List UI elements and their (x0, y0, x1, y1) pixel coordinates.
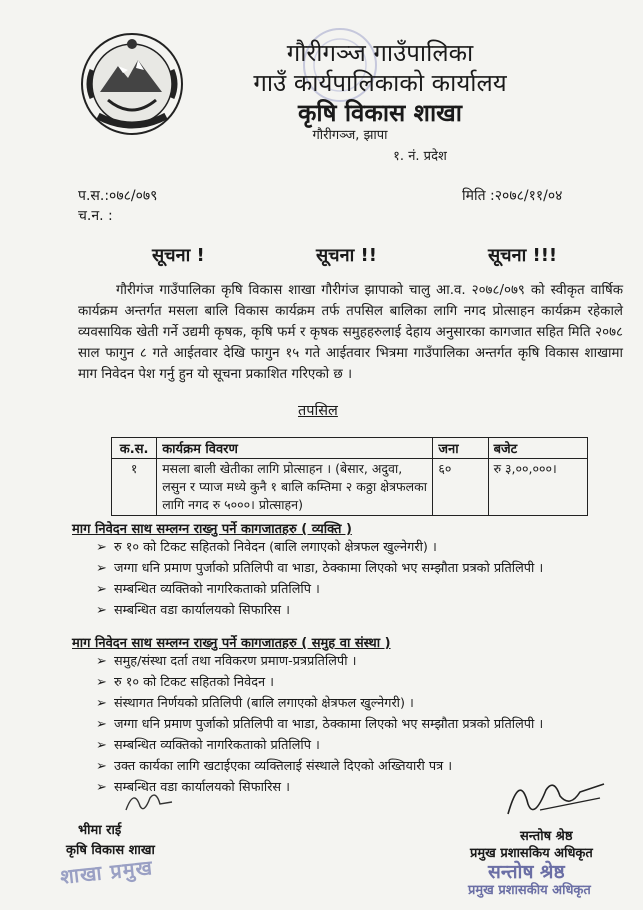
col-header-sn: क.स. (112, 438, 157, 459)
arrow-bullet-icon: ➢ (96, 696, 107, 711)
cell-budget: रु ३,००,०००। (488, 459, 587, 516)
dispatch-number: च.न. : (78, 208, 113, 224)
table-header-row (112, 438, 588, 459)
letter-date: मिति :२०७८/११/०४ (462, 188, 563, 204)
arrow-bullet-icon: ➢ (96, 780, 107, 795)
province: १. नं. प्रदेश (393, 149, 447, 164)
col-header-count: जना (433, 438, 488, 459)
right-signatory-name: सन्तोष श्रेष्ठ (520, 829, 573, 844)
reference-number: प.स.:०७८/०७९ (78, 188, 158, 204)
col-header-description: कार्यक्रम विवरण (157, 438, 433, 459)
right-signatory-title: प्रमुख प्रशासकिय अधिकृत (470, 846, 593, 861)
arrow-bullet-icon: ➢ (96, 738, 107, 753)
notice-paragraph: गौरीगंज गाउँपालिका कृषि विकास शाखा गौरीगंज झापाको चालु आ.व. २०७८/०७९ को स्वीकृत वार्षिक कार्यक्रम अन्तर्गत मसला बालि विकास कार्यक्रम तर्फ तपसिल बालिका लागि नगद प्रोत्साहन कार्यक्रम रहेकाले व्यवसायिक खेती गर्ने उद्यमी कृषक, कृषि फर्म र कृषक समुहहरुलाई देहाय अनुसारका कागजात सहित मिति २०७८ साल फागुन ८ गते आईतवार देखि फागुन १५ गते आईतवार भित्रमा गाउँपालिका अन्तर्गत कृषि विकास शाखामा माग निवेदन पेश गर्नु हुन यो सूचना प्रकाशित गरिएको छ । (78, 283, 623, 382)
notice-heading-1: सूचना ! (152, 245, 205, 266)
cell-sn: १ (112, 459, 157, 516)
notice-heading-2: सूचना !! (316, 245, 377, 266)
arrow-bullet-icon: ➢ (96, 540, 107, 555)
arrow-bullet-icon: ➢ (96, 759, 107, 774)
arrow-bullet-icon: ➢ (96, 582, 107, 597)
right-stamp-title: प्रमुख प्रशासकीय अधिकृत (468, 883, 591, 898)
list-item: ➢ समुह/संस्था दर्ता तथा नविकरण प्रमाण-प्रत्रप्रतिलिपी । (96, 651, 543, 672)
list-item: ➢ सम्बन्धित व्यक्तिको नागरिकताको प्रतिलिपि । (96, 579, 543, 600)
list-item: ➢ जग्गा धनि प्रमाण पुर्जाको प्रतिलिपी वा भाडा, ठेक्कामा लिएको भए सम्झौता प्रत्रको प्रतिलिपी । (96, 558, 543, 579)
list-item: ➢ सम्बन्धित वडा कार्यालयको सिफारिस । (96, 777, 543, 798)
arrow-bullet-icon: ➢ (96, 717, 107, 732)
table-row (112, 459, 588, 516)
list-item: ➢ सम्बन्धित व्यक्तिको नागरिकताको प्रतिलिपि । (96, 735, 543, 756)
arrow-bullet-icon: ➢ (96, 561, 107, 576)
list-item: ➢ सम्बन्धित वडा कार्यालयको सिफारिस । (96, 600, 543, 621)
group-documents-list (96, 651, 543, 798)
col-header-budget: बजेट (488, 438, 587, 459)
list-item: ➢ रु १० को टिकट सहितको निवेदन (बालि लगाएको क्षेत्रफल खुल्नेगरी) । (96, 537, 543, 558)
cell-count: ६० (433, 459, 488, 516)
section-group-heading: माग निवेदन साथ सम्लग्न राख्नु पर्ने कागजातहरु ( समुह वा संस्था ) (72, 636, 391, 651)
list-item: ➢ जग्गा धनि प्रमाण पुर्जाको प्रतिलिपी वा भाडा, ठेक्कामा लिएको भए सम्झौता प्रत्रको प्रतिलिपी । (96, 714, 543, 735)
notice-heading-3: सूचना !!! (488, 245, 558, 266)
program-table (111, 437, 588, 516)
office-name: गौरीगञ्ज गाउँपालिका (286, 39, 474, 67)
arrow-bullet-icon: ➢ (96, 603, 107, 618)
branch-name: कृषि विकास शाखा (297, 99, 463, 127)
list-item: ➢ संस्थागत निर्णयको प्रतिलिपी (बालि लगाएको क्षेत्रफल खुल्नेगरी) । (96, 693, 543, 714)
left-signatory-name: भीमा राई (78, 823, 122, 838)
cell-description: मसला बाली खेतीका लागि प्रोत्साहन । (बेसार, अदुवा, लसुन र प्याज मध्ये कुनै १ बालि कम्तिमा २ कठ्ठा क्षेत्रफलका लागि नगद रु ५०००। प्रोत्साहन) (157, 459, 433, 516)
section-individual-heading: माग निवेदन साथ सम्लग्न राख्नु पर्ने कागजातहरु ( व्यक्ति ) (72, 522, 352, 537)
arrow-bullet-icon: ➢ (96, 654, 107, 669)
left-signatory-title: कृषि विकास शाखा (66, 843, 155, 858)
left-stamp: शाखा प्रमुख (59, 855, 155, 889)
list-item: ➢ उक्त कार्यका लागि खटाईएका व्यक्तिलाई संस्थाले दिएको अख्तियारी पत्र । (96, 756, 543, 777)
list-item: ➢ रु १० को टिकट सहितको निवेदन । (96, 672, 543, 693)
schedule-title: तपसिल (298, 403, 338, 419)
individual-documents-list (96, 537, 543, 621)
arrow-bullet-icon: ➢ (96, 675, 107, 690)
right-stamp-name: सन्तोष श्रेष्ठ (488, 861, 565, 883)
office-address: गौरीगञ्ज, झापा (312, 128, 388, 143)
office-subtitle: गाउँ कार्यपालिकाको कार्यालय (253, 69, 507, 97)
